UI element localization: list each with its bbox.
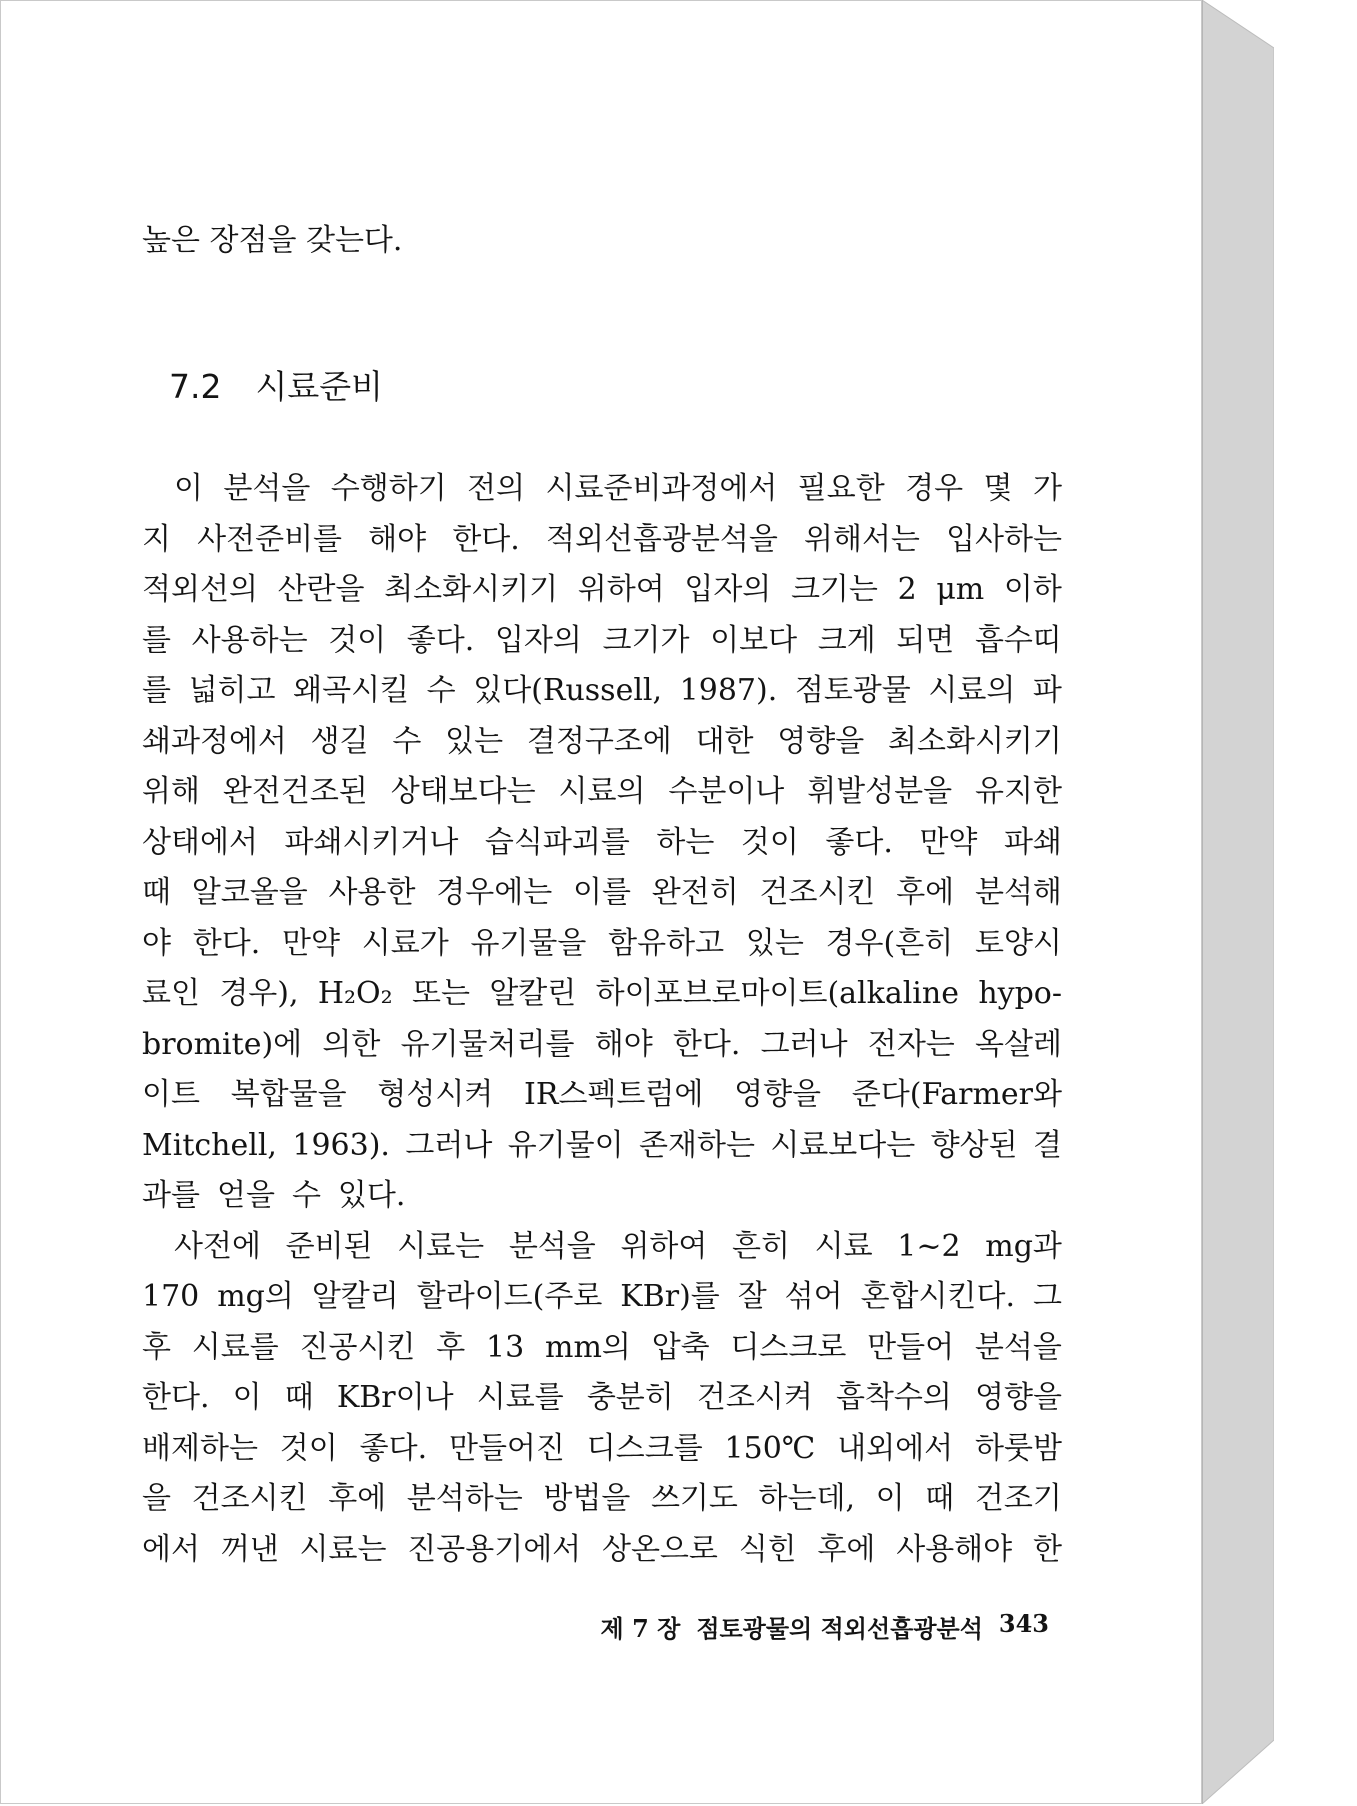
book-edge [1202, 0, 1274, 1804]
paragraph-1 [142, 464, 1062, 1222]
page-footer [559, 1609, 1049, 1644]
text-line: 을 건조시킨 후에 분석하는 방법을 쓰기도 하는데, 이 때 건조기 [142, 1481, 1062, 1516]
text-line: 를 사용하는 것이 좋다. 입자의 크기가 이보다 크게 되면 흡수띠 [142, 622, 1062, 658]
paragraph-2 [142, 1222, 1062, 1576]
text-line: 쇄과정에서 생길 수 있는 결정구조에 대한 영향을 최소화시키기 [142, 723, 1062, 759]
text-line: 과를 얻을 수 있다. [142, 1178, 406, 1213]
chapter-label: 제 7 장 [600, 1614, 681, 1643]
text-line: 170 mg의 알칼리 할라이드(주로 KBr)를 잘 섞어 혼합시킨다. 그 [142, 1279, 1062, 1314]
text-line: Mitchell, 1963). 그러나 유기물이 존재하는 시료보다는 향상된 결 [142, 1127, 1062, 1163]
body-text [142, 464, 1062, 1575]
text-line: 위해 완전건조된 상태보다는 시료의 수분이나 휘발성분을 유지한 [142, 774, 1062, 809]
text-line: 후 시료를 진공시킨 후 13 mm의 압축 디스크로 만들어 분석을 [142, 1329, 1062, 1365]
text-line: 야 한다. 만약 시료가 유기물을 함유하고 있는 경우(흔히 토양시 [142, 925, 1062, 961]
chapter-title: 점토광물의 적외선흡광분석 [696, 1614, 983, 1643]
lead-line: 높은 장점을 갖는다. [142, 223, 403, 258]
text-line: 를 넓히고 왜곡시킬 수 있다(Russell, 1987). 점토광물 시료의 파 [142, 673, 1062, 708]
text-line: 상태에서 파쇄시키거나 습식파괴를 하는 것이 좋다. 만약 파쇄 [142, 824, 1062, 860]
text-line: 사전에 준비된 시료는 분석을 위하여 흔히 시료 1~2 mg과 [174, 1228, 1062, 1264]
text-line: 적외선의 산란을 최소화시키기 위하여 입자의 크기는 2 μm 이하 [142, 572, 1062, 607]
text-line: 료인 경우), H₂O₂ 또는 알칼린 하이포브로마이트(alkaline hypo- [142, 976, 1062, 1011]
text-line: 에서 꺼낸 시료는 진공용기에서 상온으로 식힌 후에 사용해야 한 [142, 1531, 1062, 1567]
text-line: 때 알코올을 사용한 경우에는 이를 완전히 건조시킨 후에 분석해 [142, 875, 1062, 910]
page-thickness-shadow [1202, 0, 1274, 1804]
section-number: 7.2 [169, 367, 222, 406]
text-line: 배제하는 것이 좋다. 만들어진 디스크를 150℃ 내외에서 하룻밤 [142, 1430, 1062, 1466]
text-line: bromite)에 의한 유기물처리를 해야 한다. 그러나 전자는 옥살레 [142, 1026, 1062, 1062]
text-line: 이 분석을 수행하기 전의 시료준비과정에서 필요한 경우 몇 가 [174, 471, 1062, 506]
text-line: 이트 복합물을 형성시켜 IR스펙트럼에 영향을 준다(Farmer와 [142, 1077, 1062, 1112]
text-line: 지 사전준비를 해야 한다. 적외선흡광분석을 위해서는 입사하는 [142, 521, 1062, 557]
text-line: 한다. 이 때 KBr이나 시료를 충분히 건조시켜 흡착수의 영향을 [142, 1380, 1062, 1415]
section-heading [169, 361, 383, 408]
page-number: 343 [998, 1609, 1049, 1638]
section-title: 시료준비 [255, 367, 383, 406]
